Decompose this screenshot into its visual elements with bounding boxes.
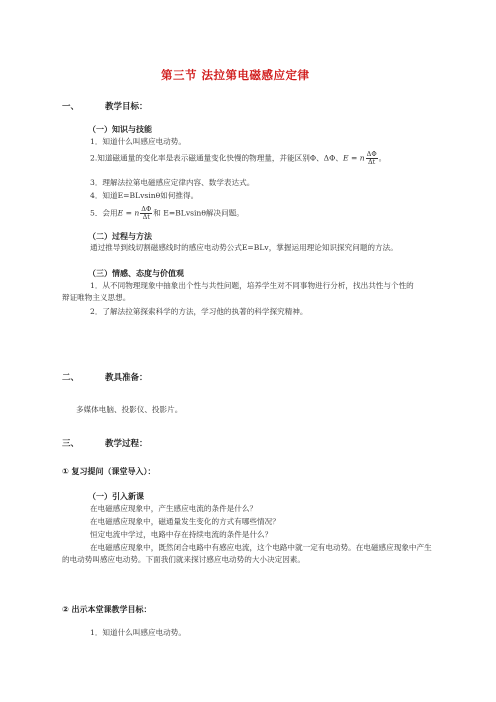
formula-fraction	[366, 151, 378, 166]
subheading-knowledge-skills: （一）知识与技能	[88, 125, 152, 134]
section-label: 教学目标：	[105, 102, 148, 112]
question-1: 在电磁感应现象中，产生感应电流的条件是什么？	[90, 504, 258, 513]
section-number: 三、	[62, 439, 80, 449]
formula-lhs: E = n	[117, 208, 140, 218]
question-3: 恒定电流中学过，电路中存在持续电流的条件是什么？	[90, 530, 273, 539]
knowledge-item-5-pre: 5．会用	[90, 208, 118, 218]
step-review-heading: ① 复习提问（课堂导入）：	[62, 467, 156, 476]
intro-paragraph: 在电磁感应现象中，既然闭合电路中有感应电流，这个电路中就一定有电动势。在电磁感应现象中产生的电动势叫感应电动势。下面我们就来探讨感应电动势的大小决定因素。	[62, 543, 432, 564]
fraction-numerator: ΔΦ	[141, 205, 152, 213]
objective-item-1: 1．知道什么叫感应电动势。	[90, 628, 186, 637]
step-objectives-heading: ② 出示本堂课教学目标：	[62, 605, 152, 614]
section-label: 教具准备：	[105, 373, 148, 383]
section-number: 二、	[62, 373, 80, 383]
section-heading-tools	[62, 371, 148, 383]
knowledge-item-5	[90, 206, 244, 221]
page-title: 第三节 法拉第电磁感应定律	[161, 68, 310, 82]
fraction-denominator: Δt	[142, 213, 150, 221]
process-method-text: 通过推导到线切割磁感线时的感应电动势公式E=BLv，掌握运用理论知识探究问题的方法。	[90, 243, 398, 252]
subheading-introduction: （一）引入新课	[88, 492, 144, 501]
tools-text: 多媒体电脑、投影仪、投影片。	[76, 405, 183, 414]
fraction-numerator: ΔΦ	[366, 150, 377, 158]
formula-fraction	[140, 206, 152, 221]
knowledge-item-5-post: 和 E=BLvsinθ解决问题。	[153, 208, 244, 218]
fraction-denominator: Δt	[367, 158, 376, 166]
knowledge-item-2	[90, 151, 386, 166]
knowledge-item-2-text: 2.知道磁通量的变化率是表示磁通量变化快慢的物理量，并能区别Φ、ΔΦ、	[90, 153, 343, 163]
knowledge-item-2-tail: 。	[378, 153, 387, 163]
section-label: 教学过程：	[105, 439, 148, 449]
section-number: 一、	[62, 102, 80, 112]
knowledge-item-1: 1．知道什么叫感应电动势。	[90, 137, 186, 146]
section-heading-objectives	[62, 100, 148, 112]
subheading-process-method: （二）过程与方法	[88, 232, 152, 241]
formula-lhs: E = n	[343, 153, 365, 163]
knowledge-item-4: 4．知道E=BLvsinθ如何推得。	[90, 191, 199, 200]
question-2: 在电磁感应现象中，磁通量发生变化的方式有哪些情况？	[90, 517, 280, 526]
knowledge-item-3: 3．理解法拉第电磁感应定律内容、数学表达式。	[90, 178, 255, 187]
emotion-item-2: 2．了解法拉第探索科学的方法，学习他的执著的科学探究精神。	[90, 307, 308, 316]
emotion-item-1: 1．从不同物理现象中抽象出个性与共性问题，培养学生对不同事物进行分析，找出共性与个性的辩证唯物主义思想。	[62, 281, 414, 302]
subheading-emotion-values: （三）情感、态度与价值观	[88, 269, 184, 278]
section-heading-process	[62, 437, 148, 449]
